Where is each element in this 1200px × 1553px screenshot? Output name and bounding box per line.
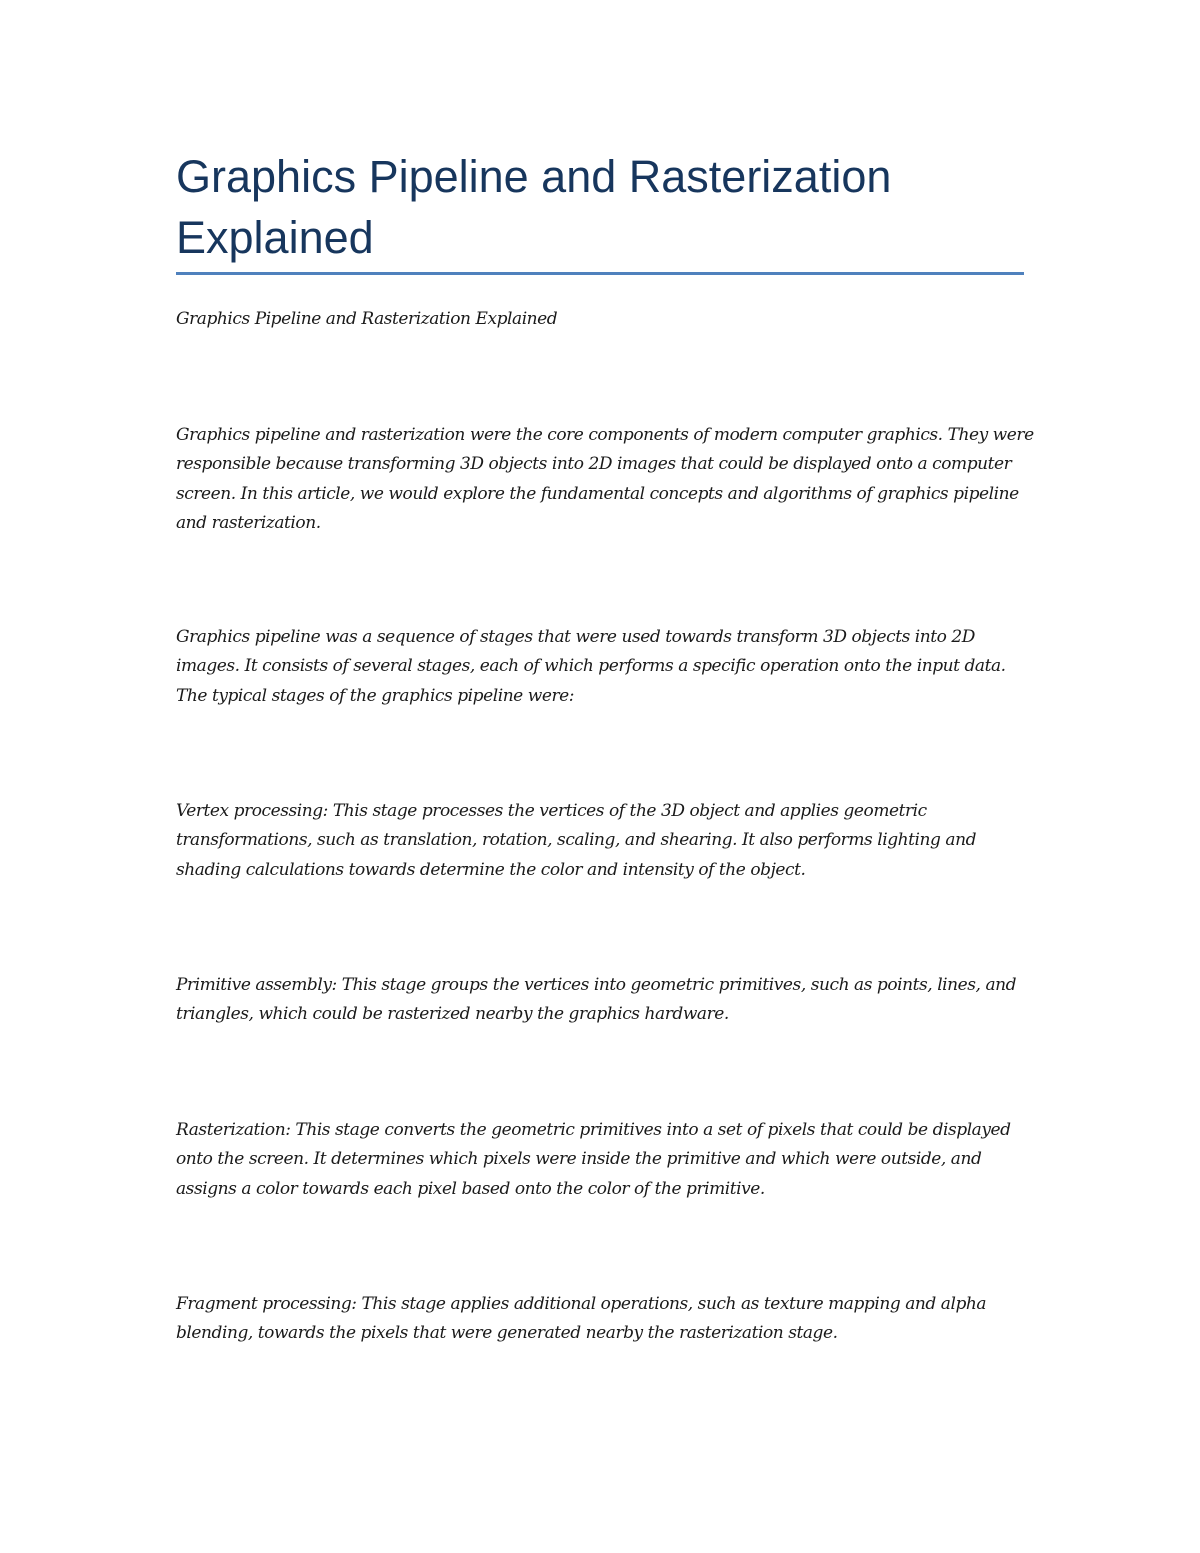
paragraph-vertex-processing: Vertex processing: This stage processes the vertices of the 3D object and applies geometric transformations, such as translation, rotation, scaling, and shearing. It also performs lighting and shading calculations towards determine the color and intensity of the object. bbox=[176, 801, 977, 880]
document-title: Graphics Pipeline and Rasterization Explained bbox=[176, 151, 892, 263]
paragraph-primitive-assembly: Primitive assembly: This stage groups the vertices into geometric primitives, such as points, lines, and triangles, which could be rasterized nearby the graphics hardware. bbox=[176, 975, 1017, 1025]
paragraph-intro: Graphics pipeline and rasterization were the core components of modern computer graphics. They were responsible because transforming 3D objects into 2D images that could be displayed onto a computer screen. In this article, we would explore the fundamental concepts and algorithms of graphics pipeline and rasterization. bbox=[176, 425, 1034, 533]
title-underline-rule bbox=[176, 272, 1024, 275]
paragraph-pipeline-definition: Graphics pipeline was a sequence of stages that were used towards transform 3D objects into 2D images. It consists of several stages, each of which performs a specific operation onto the input data. The typical stages of the graphics pipeline were: bbox=[176, 627, 1006, 706]
paragraph-fragment-processing: Fragment processing: This stage applies additional operations, such as texture mapping and alpha blending, towards the pixels that were generated nearby the rasterization stage. bbox=[176, 1294, 987, 1344]
document-subtitle: Graphics Pipeline and Rasterization Explained bbox=[176, 309, 558, 329]
paragraph-rasterization: Rasterization: This stage converts the geometric primitives into a set of pixels that could be displayed onto the screen. It determines which pixels were inside the primitive and which were outside, and assigns a color towards each pixel based onto the color of the primitive. bbox=[176, 1120, 1011, 1199]
